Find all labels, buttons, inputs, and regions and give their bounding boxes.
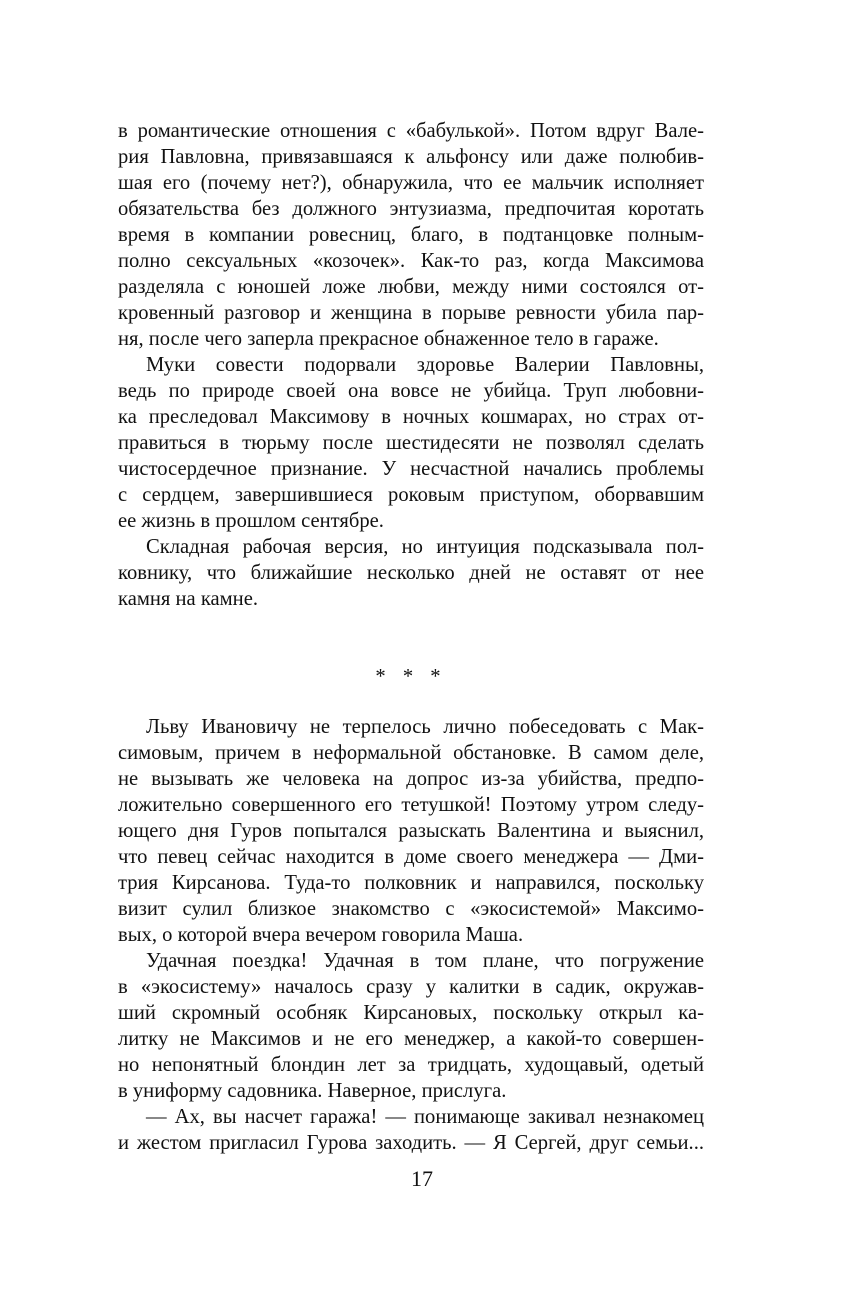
text-line [118,352,704,378]
text-line: ведь по природе своей она вовсе не убийца. Труп любовни- [118,380,704,402]
text-line: вых, о которой вчера вечером говорила Маша. [118,924,524,946]
text-line: симовым, причем в неформальной обстановке. В самом деле, [118,742,704,764]
text-line: ня, после чего заперла прекрасное обнаженное тело в гараже. [118,328,659,350]
text-line: правиться в тюрьму после шестидесяти не позволял сделать [118,432,704,454]
text-line: камня на камне. [118,588,258,610]
text-line: литку не Максимов и не его менеджер, а какой-то совершен- [118,1028,704,1050]
text-line: но непонятный блондин лет за тридцать, худощавый, одетый [118,1054,704,1076]
text-line: что певец сейчас находится в доме своего менеджера — Дми- [118,846,704,868]
page-number: 17 [411,1166,433,1191]
text-line: ющего дня Гуров попытался разыскать Валентина и выяснил, [118,820,704,842]
text-line: — Ах, вы насчет гаража! — понимающе закивал незнакомец [146,1106,704,1128]
text-line: обязательства без должного энтузиазма, предпочитая коротать [118,198,704,220]
section-separator: * * * [375,666,447,688]
text-line: в романтические отношения с «бабулькой». Потом вдруг Вале- [118,120,704,142]
text-line: ее жизнь в прошлом сентябре. [118,510,384,532]
text-line: время в компании ровесниц, благо, в подтанцовке полным- [118,224,704,246]
text-line: чистосердечное признание. У несчастной начались проблемы [118,458,704,480]
text-line: и жестом пригласил Гурова заходить. — Я Сергей, друг семьи... [118,1132,704,1154]
text-line: рия Павловна, привязавшаяся к альфонсу или даже полюбив- [118,146,704,168]
text-line: кровенный разговор и женщина в порыве ревности убила пар- [118,302,704,324]
text-line: Складная рабочая версия, но интуиция подсказывала пол- [146,536,704,558]
paragraph-start: Муки совести подорвали здоровье Валерии Павловны, [146,354,704,376]
text-line: трия Кирсанова. Туда-то полковник и направился, поскольку [118,872,704,894]
text-line: ковнику, что ближайшие несколько дней не оставят от нее [118,562,704,584]
page-text [118,118,704,1156]
text-line: полно сексуальных «козочек». Как-то раз, когда Максимова [118,250,704,272]
text-line: ший скромный особняк Кирсановых, поскольку открыл ка- [118,1002,704,1024]
text-line: визит сулил близкое знакомство с «экосистемой» Максимо- [118,898,704,920]
text-line: не вызывать же человека на допрос из-за убийства, предпо- [118,768,704,790]
text-line: в униформу садовника. Наверное, прислуга. [118,1080,507,1102]
text-line: с сердцем, завершившиеся роковым приступом, оборвавшим [118,484,704,506]
text-line: в «экосистему» началось сразу у калитки в садик, окружав- [118,976,704,998]
text-line: разделяла с юношей ложе любви, между ними состоялся от- [118,276,704,298]
text-line: ложительно совершенного его тетушкой! Поэтому утром следу- [118,794,704,816]
text-line: ка преследовал Максимову в ночных кошмарах, но страх от- [118,406,704,428]
text-line: Удачная поездка! Удачная в том плане, что погружение [146,950,704,972]
text-line: шая его (почему нет?), обнаружила, что ее мальчик исполняет [118,172,704,194]
text-line: Льву Ивановичу не терпелось лично побеседовать с Мак- [146,716,704,738]
